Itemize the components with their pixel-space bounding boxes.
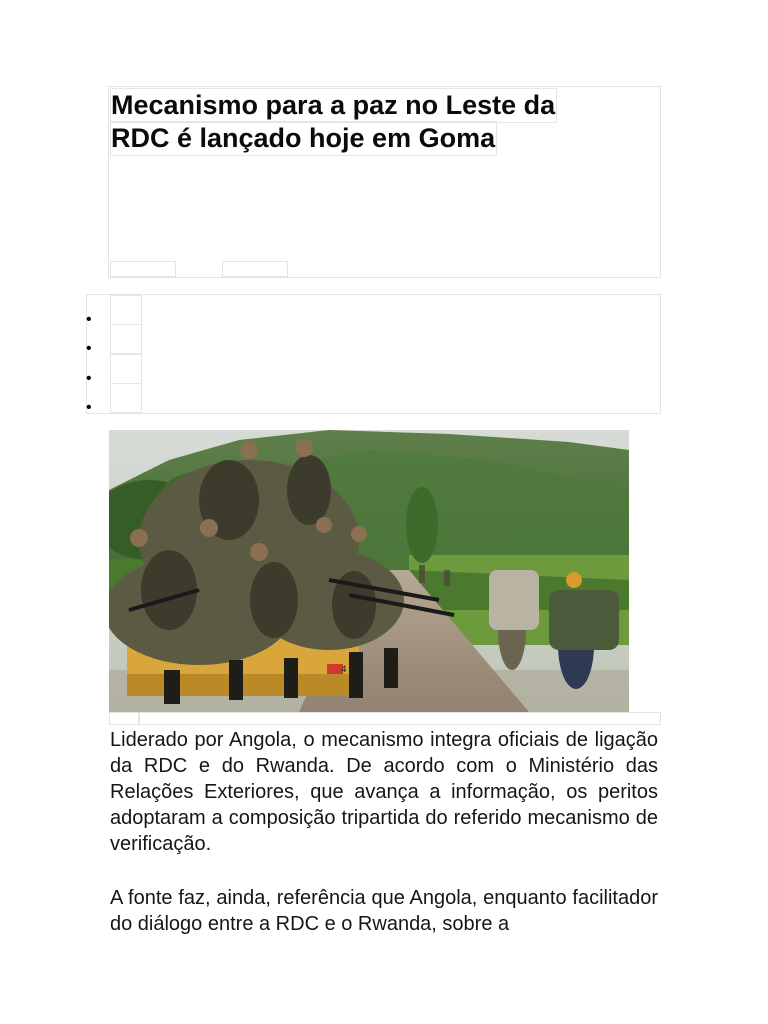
list-item[interactable]	[110, 383, 142, 413]
truck-plate: 4	[341, 665, 347, 675]
share-list	[86, 294, 661, 414]
list-bullet: •	[86, 311, 92, 328]
share-button-placeholder-2[interactable]	[222, 261, 288, 277]
caption-cell	[109, 712, 139, 725]
list-bullet: •	[86, 399, 92, 416]
article-paragraph-1: Liderado por Angola, o mecanismo integra oficiais de ligação da RDC e do Rwanda. De acordo com o Ministério das Relações Exteriores, que avança a informação, os peritos adoptaram a composição tripartida do referido mecanismo de verificação.	[110, 729, 658, 855]
list-item[interactable]	[110, 295, 142, 325]
article-photo	[109, 430, 629, 712]
list-bullet: •	[86, 370, 92, 387]
article-paragraph-2: A fonte faz, ainda, referência que Angola, enquanto facilitador do diálogo entre a RDC e o Rwanda, sobre a	[110, 887, 658, 935]
caption-bar	[139, 712, 661, 725]
list-item[interactable]	[110, 354, 142, 384]
list-bullet: •	[86, 340, 92, 357]
article-title-line-1: Mecanismo para a paz no Leste da	[110, 88, 557, 123]
list-item[interactable]	[110, 324, 142, 354]
article-title-line-2: RDC é lançado hoje em Goma	[110, 121, 497, 156]
share-button-placeholder[interactable]	[110, 261, 176, 277]
